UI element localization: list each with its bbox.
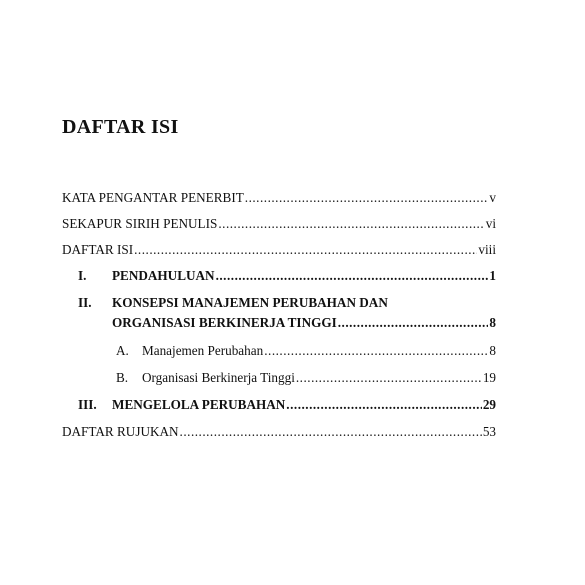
dot-leader <box>218 216 484 232</box>
page-title: DAFTAR ISI <box>62 116 179 138</box>
toc-entry-page: vi <box>485 216 496 231</box>
chapter-label: PENDAHULUAN <box>112 268 215 283</box>
chapter-number: III. <box>78 397 97 412</box>
chapter-label: ORGANISASI BERKINERJA TINGGI <box>112 315 337 330</box>
subsection-label: Organisasi Berkinerja Tinggi <box>142 370 295 385</box>
dot-leader <box>180 424 482 440</box>
toc-entry-kata-pengantar <box>62 190 496 206</box>
toc-entry-page: viii <box>478 242 496 257</box>
chapter-label: KONSEPSI MANAJEMEN PERUBAHAN DAN <box>112 295 388 310</box>
chapter-label: MENGELOLA PERUBAHAN <box>112 397 286 412</box>
toc-entry-label: SEKAPUR SIRIH PENULIS <box>62 216 218 231</box>
toc-subsection-a <box>116 343 496 359</box>
subsection-letter: A. <box>116 343 129 358</box>
toc-entry-sekapur-sirih <box>62 216 496 232</box>
toc-entry-daftar-rujukan <box>62 424 496 440</box>
toc-chapter-2-line1 <box>78 295 388 311</box>
toc-entry-daftar-isi <box>62 242 496 258</box>
toc-chapter-2-line2 <box>112 315 496 331</box>
subsection-page: 19 <box>482 370 496 385</box>
chapter-number: I. <box>78 268 87 283</box>
toc-entry-page: v <box>489 190 496 205</box>
subsection-page: 8 <box>489 343 496 358</box>
dot-leader <box>338 315 489 331</box>
toc-chapter-1 <box>78 268 496 284</box>
chapter-number: II. <box>78 295 92 310</box>
toc-entry-page: 53 <box>482 424 496 439</box>
chapter-page: 1 <box>489 268 496 283</box>
toc-entry-label: DAFTAR RUJUKAN <box>62 424 179 439</box>
toc-entry-label: KATA PENGANTAR PENERBIT <box>62 190 244 205</box>
dot-leader <box>286 397 482 413</box>
dot-leader <box>264 343 488 359</box>
dot-leader <box>296 370 482 386</box>
toc-entry-label: DAFTAR ISI <box>62 242 134 257</box>
chapter-page: 29 <box>482 397 496 412</box>
toc-chapter-3 <box>78 397 496 413</box>
subsection-letter: B. <box>116 370 129 385</box>
subsection-label: Manajemen Perubahan <box>142 343 264 358</box>
dot-leader <box>216 268 489 284</box>
dot-leader <box>245 190 489 206</box>
chapter-page: 8 <box>489 315 496 330</box>
dot-leader <box>134 242 477 258</box>
toc-subsection-b <box>116 370 496 386</box>
